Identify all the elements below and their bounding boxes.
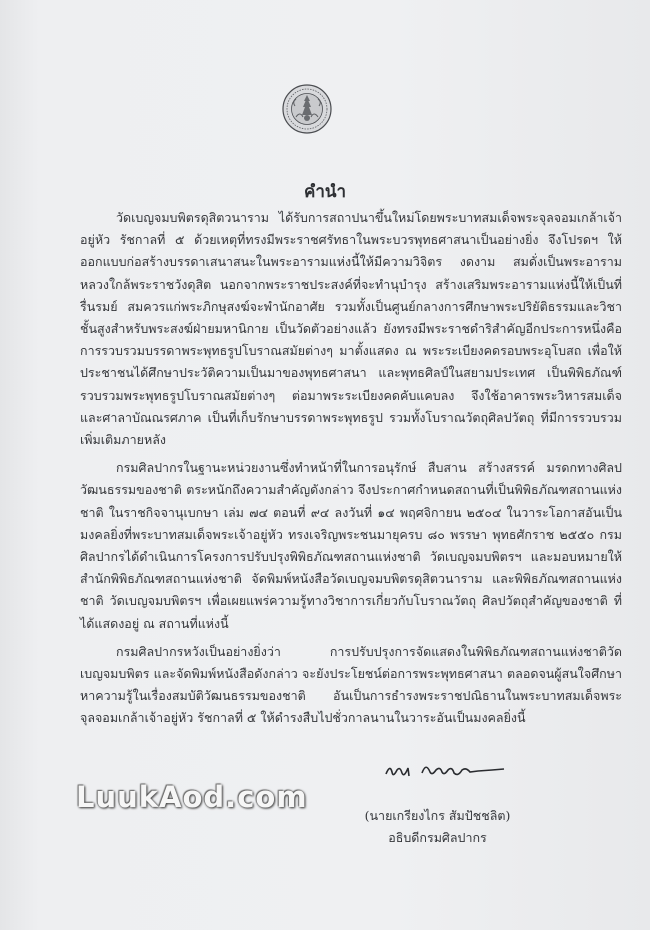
paragraph-3: กรมศิลปากรหวังเป็นอย่างยิ่งว่า การปรับปรุงการจัดแสดงในพิพิธภัณฑสถานแห่งชาติวัดเบญจมบพิตร และจัดพิมพ์หนังสือดังกล่าว จะยังประโยชน์ต่อการพระพุทธศาสนา ตลอดจนผู้สนใจศึกษาหาความรู้ในเรื่องสมบัติวัฒนธรรมของชาติ อันเป็นการธำรงพระราชปณิธานในพระบาทสมเด็จพระจุลจอมเกล้าเจ้าอยู่หัว รัชกาลที่ ๕ ให้ดำรงสืบไปชั่วกาลนานในวาระอันเป็นมงคลยิ่งนี้ xyxy=(80,643,622,726)
body-text xyxy=(80,207,622,736)
paragraph-2: กรมศิลปากรในฐานะหน่วยงานซึ่งทำหน้าที่ในการอนุรักษ์ สืบสาน สร้างสรรค์ มรดกทางศิลปวัฒนธรรมของชาติ ตระหนักถึงความสำคัญดังกล่าว จึงประกาศกำหนดสถานที่เป็นพิพิธภัณฑสถานแห่งชาติ ในราชกิจจานุเบกษา เล่ม ๗๔ ตอนที่ ๙๔ ลงวันที่ ๑๔ พฤศจิกายน ๒๕๐๔ ในวาระโอกาสอันเป็นมงคลยิ่งที่พระบาทสมเด็จพระเจ้าอยู่หัว ทรงเจริญพระชนมายุครบ ๘๐ พรรษา พุทธศักราช ๒๕๕๐ กรมศิลปากรได้ดำเนินการโครงการปรับปรุงพิพิธภัณฑสถานแห่งชาติ วัดเบญจมบพิตรฯ และมอบหมายให้สำนักพิพิธภัณฑสถานแห่งชาติ จัดพิมพ์หนังสือวัดเบญจมบพิตรดุสิตวนาราม และพิพิธภัณฑสถานแห่งชาติ วัดเบญจมบพิตรฯ เพื่อเผยแพร่ความรู้ทางวิชาการเกี่ยวกับโบราณวัตถุ ศิลปวัตถุสำคัญของชาติ ที่ได้แสดงอยู่ ณ สถานที่แห่งนี้ xyxy=(80,460,622,631)
handwritten-signature xyxy=(382,758,510,784)
signer-name: (นายเกรียงไกร สัมปัชชลิต) xyxy=(364,808,511,823)
page-title: คำนำ xyxy=(303,182,347,202)
signer-title: อธิบดีกรมศิลปากร xyxy=(388,830,487,845)
paragraph-1: วัดเบญจมบพิตรดุสิตวนาราม ได้รับการสถาปนาขึ้นใหม่โดยพระบาทสมเด็จพระจุลจอมเกล้าเจ้าอยู่หัว รัชกาลที่ ๕ ด้วยเหตุที่ทรงมีพระราชศรัทธาในพระบวรพุทธศาสนาเป็นอย่างยิ่ง จึงโปรดฯ ให้ออกแบบก่อสร้างบรรดาเสนาสนะในพระอารามแห่งนี้ให้มีความวิจิตร งดงาม สมดั่งเป็นพระอารามหลวงใกล้พระราชวังดุสิต นอกจากพระราชประสงค์ที่จะทำนุบำรุง สร้างเสริมพระอารามแห่งนี้ให้เป็นที่รื่นรมย์ สมควรแก่พระภิกษุสงฆ์จะพำนักอาศัย รวมทั้งเป็นศูนย์กลางการศึกษาพระปริยัติธรรมและวิชาชั้นสูงสำหรับพระสงฆ์ฝ่ายมหานิกาย เป็นวัดตัวอย่างแล้ว ยังทรงมีพระราชดำริสำคัญอีกประการหนึ่งคือ การรวบรวมบรรดาพระพุทธรูปโบราณสมัยต่างๆ มาตั้งแสดง ณ พระระเบียงคดรอบพระอุโบสถ เพื่อให้ประชาชนได้ศึกษาประวัติความเป็นมาของพุทธศาสนา และพุทธศิลป์ในสยามประเทศ เป็นพิพิธภัณฑ์รวบรวมพระพุทธรูปโบราณสมัยต่างๆ ต่อมาพระระเบียงคดคับแคบลง จึงใช้อาคารพระวิหารสมเด็จ และศาลาบัณณรศภาค เป็นที่เก็บรักษาบรรดาพระพุทธรูป รวมทั้งโบราณวัตถุศิลปวัตถุ ที่มีการรวบรวมเพิ่มเติมภายหลัง xyxy=(80,210,622,448)
watermark: LuukAod.com xyxy=(76,780,308,814)
fine-arts-department-seal-icon xyxy=(282,84,332,134)
